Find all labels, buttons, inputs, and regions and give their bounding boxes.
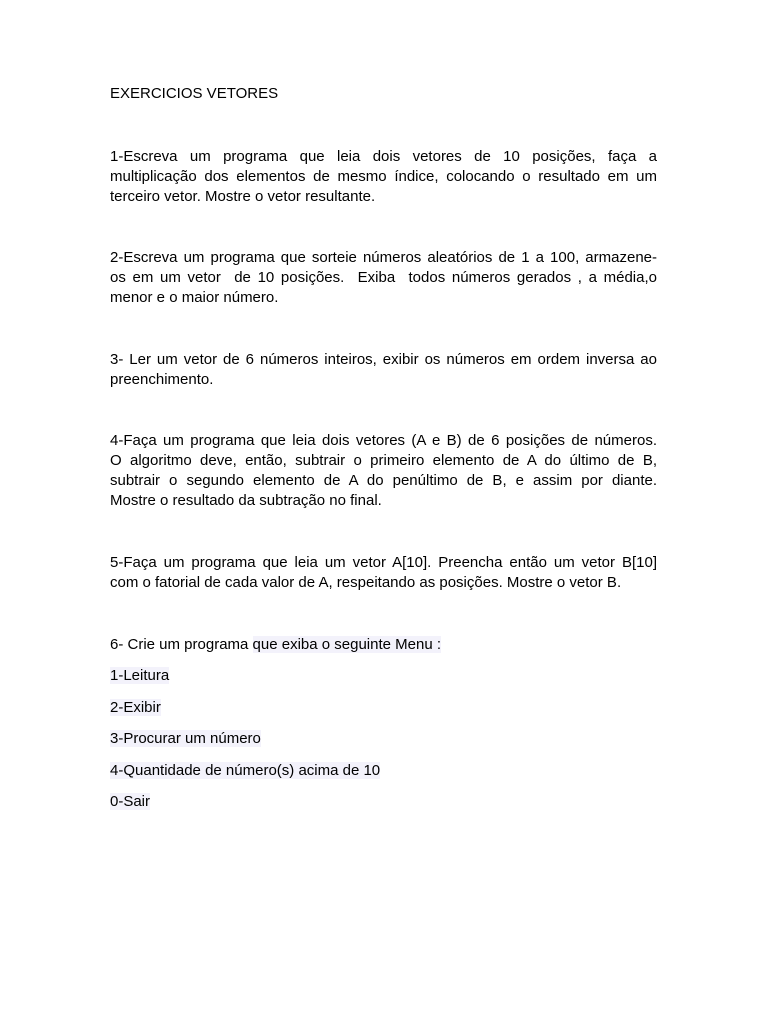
exercise-3-line: preenchimento. — [110, 371, 214, 388]
menu-option — [110, 666, 169, 686]
menu-option-label: 4-Quantidade de número(s) acima de 10 — [110, 762, 381, 779]
exercise-4-line: Mostre o resultado da subtração no final. — [110, 492, 382, 509]
exercise-2-line: menor e o maior número. — [110, 289, 279, 306]
exercise-6-intro-highlight: que exiba o seguinte Menu : — [252, 636, 442, 653]
document-title: EXERCICIOS VETORES — [110, 85, 279, 102]
menu-option-label: 1-Leitura — [110, 667, 170, 684]
exercise-4-line: subtrair o segundo elemento de A do penúltimo de B, e assim por diante. — [110, 472, 657, 489]
menu-option — [110, 761, 380, 781]
exercise-4-line: 4-Faça um programa que leia dois vetores (A e B) de 6 posições de números. — [110, 432, 657, 449]
menu-option-label: 3-Procurar um número — [110, 730, 261, 747]
exercise-3 — [110, 350, 657, 390]
exercise-2-line: os em um vetor de 10 posições. Exiba todos números gerados , a média,o — [110, 269, 657, 286]
menu-option — [110, 729, 261, 749]
exercise-5-line: 5-Faça um programa que leia um vetor A[10]. Preencha então um vetor B[10] — [110, 554, 657, 571]
exercise-2 — [110, 248, 657, 308]
exercise-1-line: multiplicação dos elementos de mesmo índice, colocando o resultado em um — [110, 168, 657, 185]
menu-option-label: 0-Sair — [110, 793, 151, 810]
exercise-4-line: O algoritmo deve, então, subtrair o primeiro elemento de A do último de B, — [110, 452, 657, 469]
exercise-1-line: 1-Escreva um programa que leia dois vetores de 10 posições, faça a — [110, 148, 657, 165]
exercise-5-line: com o fatorial de cada valor de A, respeitando as posições. Mostre o vetor B. — [110, 574, 622, 591]
exercise-6-intro — [110, 635, 441, 655]
exercise-3-line: 3- Ler um vetor de 6 números inteiros, exibir os números em ordem inversa ao — [110, 351, 657, 368]
menu-option — [110, 698, 161, 718]
exercise-4 — [110, 431, 657, 511]
menu-option — [110, 792, 150, 812]
exercise-6-intro-prefix: 6- Crie um programa — [110, 636, 253, 653]
exercise-5 — [110, 553, 657, 593]
menu-option-label: 2-Exibir — [110, 699, 161, 716]
exercise-2-line: 2-Escreva um programa que sorteie números aleatórios de 1 a 100, armazene- — [110, 249, 657, 266]
exercise-1 — [110, 147, 657, 207]
exercise-1-line: terceiro vetor. Mostre o vetor resultante. — [110, 188, 376, 205]
